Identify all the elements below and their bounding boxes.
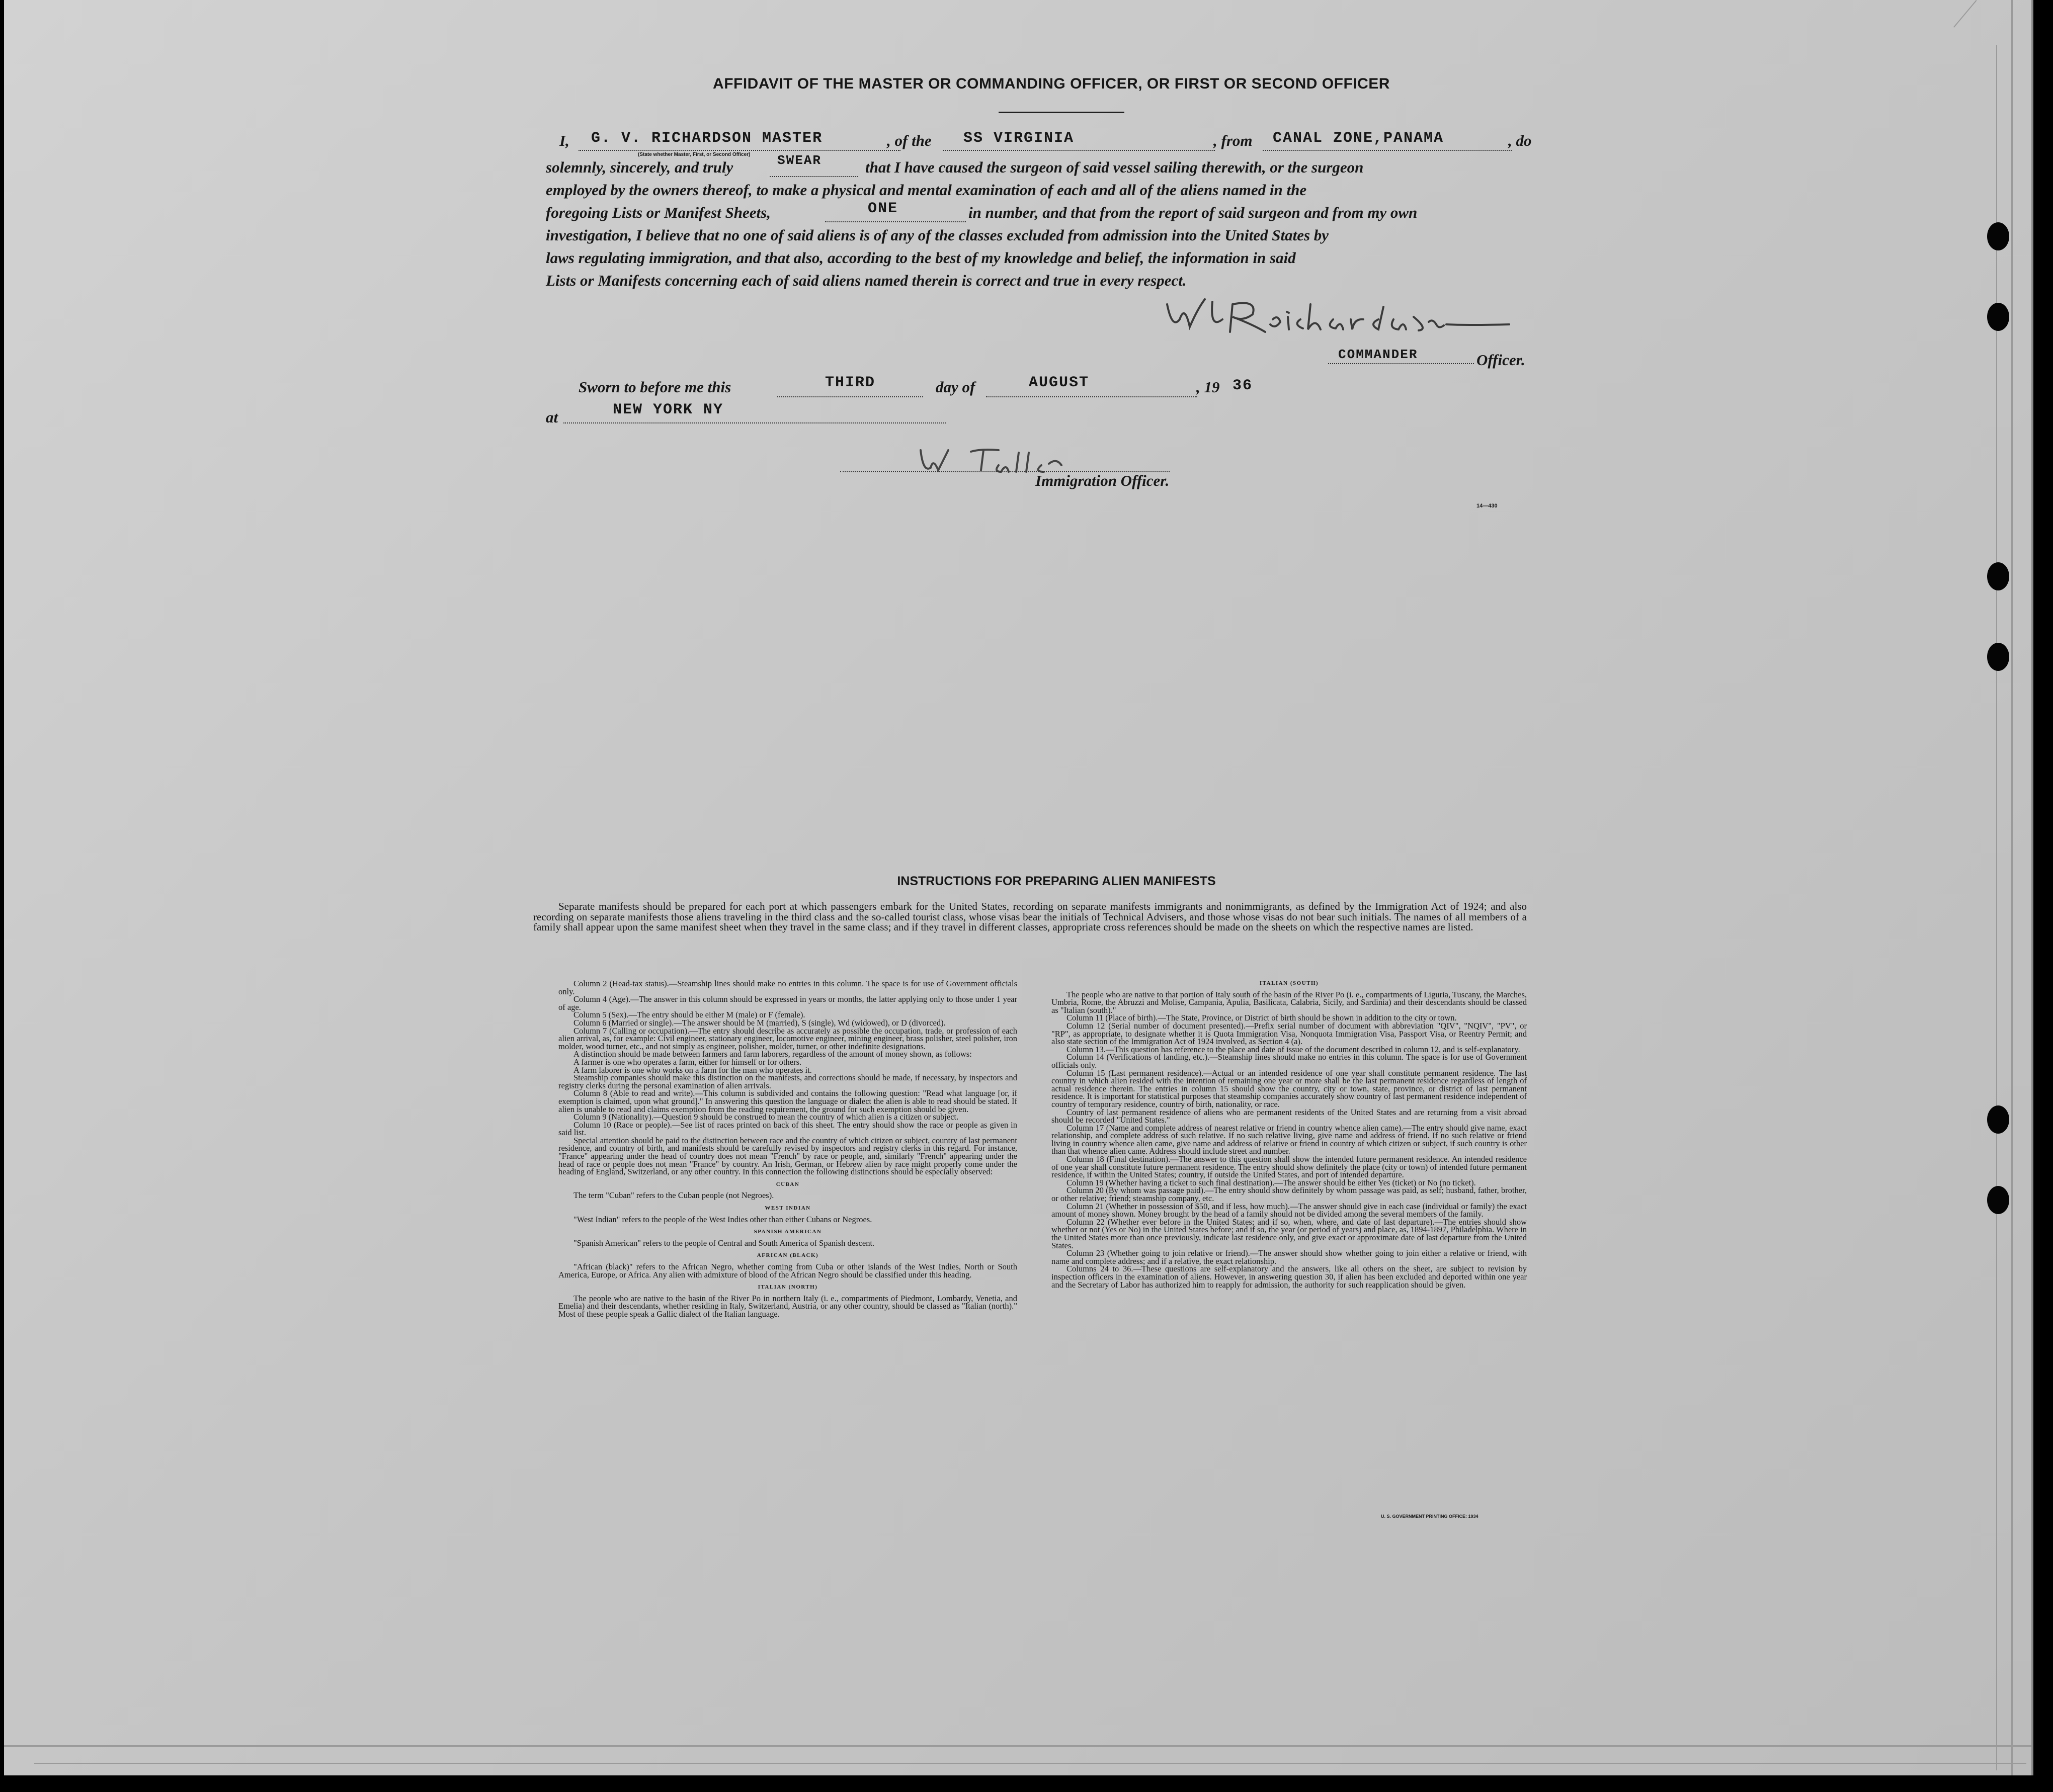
sheet-edge [1953, 0, 1977, 28]
left-paragraph: A farmer is one who operates a farm, either for himself or for others. [573, 1057, 802, 1067]
left-paragraph: Column 6 (Married or single).—The answer should be M (married), S (single), Wd (widowed), or D (divorced). [573, 1017, 946, 1028]
left-paragraph: Column 10 (Race or people).—See list of races printed on back of this sheet. The entry should show the race or people as given in said list. [558, 1120, 1017, 1138]
left-paragraph: Special attention should be paid to the distinction between race and the country of which citizen or subject, country of last permanent residence, and country of birth, and manifests should be carefully revised by inspectors and registry clerks in this regard. For instance, "France" appearing under the head of country does not mean "French" by race or people, and, similarly "French" appearing under the head of race or people does not mean "France" by country. An Irish, German, or Hebrew alien by race might properly come under the heading of England, Switzerland, or any other country. In this connection the following distinctions should be especially observed: [558, 1135, 1017, 1177]
officer-label: Officer. [1476, 351, 1525, 369]
affidavit-line-3: employed by the owners thereof, to make a physical and mental examination of each and all of the aliens named in the [546, 181, 1307, 199]
left-paragraph: Column 8 (Able to read and write).—This column is subdivided and contains the following question: "Read what language [or, if exemption is claimed, upon what ground]." In answering this question the language or dialect the alien is able to read should be stated. If alien is unable to read and claims exemption from the reading requirement, the ground for such exemption should be given. [558, 1088, 1017, 1114]
affidavit-line-2a: solemnly, sincerely, and truly [546, 158, 733, 176]
month-line [986, 396, 1197, 397]
affidavit-line-4a: foregoing Lists or Manifest Sheets, [546, 204, 771, 221]
west-indian-text: "West Indian" refers to the people of the West Indies other than either Cubans or Negroes. [573, 1214, 872, 1224]
right-paragraph: Column 18 (Final destination).—The answer to this question shall show the intended future permanent residence. An intended residence of one year shall constitute future permanent residence. The entry should show definitely the place (city or town) of intended future permanent residence, if within the United States; country, if outside the United States, and port of intended departure. [1051, 1154, 1527, 1180]
right-paragraph: Column 23 (Whether going to join relative or friend).—The answer should show whether going to join either a relative or friend, with name and complete address; and if a relative, the exact relationship. [1051, 1248, 1527, 1266]
do-label: , do [1508, 132, 1532, 149]
month-field: AUGUST [1029, 374, 1090, 391]
master-name-field: G. V. RICHARDSON MASTER [591, 130, 823, 147]
printer-footer: U. S. GOVERNMENT PRINTING OFFICE: 1934 [1381, 1514, 1479, 1519]
west-indian-heading: WEST INDIAN [765, 1205, 811, 1212]
right-paragraph: Column 19 (Whether having a ticket to such final destination).—The answer should be either Yes (ticket) or No (no ticket). [1066, 1177, 1476, 1187]
immigration-officer-label: Immigration Officer. [1035, 472, 1170, 489]
place-field: NEW YORK NY [613, 401, 724, 418]
right-paragraph: The people who are native to that portion of Italy south of the basin of the River Po (i. e., compartments of Liguria, Tuscany, the Marches, Umbria, Rome, the Abruzzi and Molise, Campania, Apulia, Basilicata, Calabria, Sicily, and Sardinia) and their descendants should be classed as "Italian (south)." [1051, 989, 1527, 1015]
master-name-line [579, 150, 900, 151]
spanish-american-text: "Spanish American" refers to the people of Central and South America of Spanish descent. [573, 1238, 875, 1248]
oath-field: SWEAR [777, 153, 822, 168]
sheet-edge [4, 1745, 2031, 1747]
sheet-edge [2011, 0, 2013, 1775]
affidavit-line-5: investigation, I believe that no one of said aliens is of any of the classes excluded from admission into the United States by [546, 226, 1329, 244]
port-line [1263, 150, 1512, 151]
right-paragraph: Column 14 (Verifications of landing, etc.).—Steamship lines should make no entries in this column. The space is for use of Government officials only. [1051, 1052, 1527, 1070]
affidavit-line-6: laws regulating immigration, and that also, according to the best of my knowledge and belief, the information in said [546, 249, 1296, 267]
right-paragraph: Column 13.—This question has reference to the place and date of issue of the document described in column 12, and is self-explanatory. [1066, 1044, 1520, 1054]
right-paragraph: Column 22 (Whether ever before in the United States; and if so, when, where, and date of last departure).—The entries should show whether or not (Yes or No) in the United States before; and if so, the year (or period of years) and place, as, 1894-1897, Philadelphia. Where in the United States more than once previously, indicate last residence only, and give exact or approximate date of last departure from the United States. [1051, 1217, 1527, 1250]
spanish-american-heading: SPANISH AMERICAN [754, 1229, 822, 1235]
left-paragraph: Column 5 (Sex).—The entry should be either M (male) or F (female). [573, 1010, 805, 1020]
punch-hole [1987, 643, 2009, 671]
sheet-count-line [825, 221, 966, 222]
day-line [777, 396, 923, 397]
right-paragraph: Columns 24 to 36.—These questions are self-explanatory and the answers, like all others on the sheet, are subject to revision by inspection officers in the examination of aliens. However, in answering question 30, if alien has been excluded and deported within one year and the Secretary of Labor has authorized him to reapply for admission, the authority for such reapplication should be given. [1051, 1264, 1527, 1290]
sworn-label: Sworn to before me this [579, 378, 731, 396]
cuban-text: The term "Cuban" refers to the Cuban people (not Negroes). [573, 1190, 774, 1201]
instructions-left-column [558, 980, 1017, 1318]
vessel-field: SS VIRGINIA [963, 130, 1075, 147]
left-paragraph: Column 7 (Calling or occupation).—The entry should describe as accurately as possible the occupation, trade, or profession of each alien arrival, as, for example: Civil engineer, stationary engineer, locomotive engineer, mining engineer, brass polisher, steel polisher, iron molder, wood turner, etc., and not simply as engineer, polisher, molder, turner, or other indefinite designations. [558, 1026, 1017, 1051]
african-heading: AFRICAN (BLACK) [757, 1252, 819, 1259]
sheet-edge [34, 1763, 2026, 1764]
officer-rank-field: COMMANDER [1338, 347, 1418, 362]
left-paragraph: Column 2 (Head-tax status).—Steamship lines should make no entries in this column. The space is for use of Government officials only. [558, 979, 1017, 996]
african-text: "African (black)" refers to the African Negro, whether coming from Cuba or other islands of the West Indies, North or South America, Europe, or Africa. Any alien with admixture of blood of the African Negro should be classified under this heading. [558, 1262, 1017, 1279]
year-prefix: , 19 [1196, 378, 1220, 396]
right-paragraph: Country of last permanent residence of aliens who are permanent residents of the United States and are returning from a visit abroad should be recorded "United States." [1051, 1107, 1527, 1125]
i-label: I, [559, 132, 569, 149]
cuban-heading: CUBAN [776, 1181, 800, 1187]
title-rule [999, 112, 1124, 113]
place-line [563, 422, 946, 423]
master-signature [1157, 289, 1519, 345]
left-paragraph: Column 4 (Age).—The answer in this column should be expressed in years or months, the latter applying only to those under 1 year of age. [558, 994, 1017, 1012]
italian-south-heading: ITALIAN (SOUTH) [1259, 980, 1319, 986]
vessel-line [943, 150, 1215, 151]
rank-note: (State whether Master, First, or Second Officer) [638, 152, 751, 157]
italian-north-text: The people who are native to the basin of the River Po in northern Italy (i. e., compartments of Piedmont, Lombardy, Venetia, and Emelia) and their descendants, whether residing in Italy, Switzerland, Austria, or any other country, should be classed as "Italian (north)." Most of these people speak a Gallic dialect of the Italian language. [558, 1293, 1017, 1319]
left-paragraph: A distinction should be made between farmers and farm laborers, regardless of the amount of money shown, as follows: [573, 1049, 972, 1059]
right-paragraph: Column 12 (Serial number of document presented).—Prefix serial number of document with abbreviation "QIV", "NQIV", "PV", or "RP", as appropriate, to designate whether it is Quota Immigration Visa, Nonquota Immigration Visa, Passport Visa, or Reentry Permit; and also state section of the Immigration Act of 1924 involved, as Section 4 (a). [1051, 1020, 1527, 1047]
from-label: , from [1213, 132, 1253, 149]
day-of-label: day of [936, 378, 975, 396]
italian-north-heading: ITALIAN (NORTH) [758, 1284, 818, 1291]
form-number: 14—430 [1476, 503, 1498, 509]
left-paragraph: Steamship companies should make this distinction on the manifests, and corrections should be made, if necessary, by inspectors and registry clerks during the personal examination of alien arrivals. [558, 1073, 1017, 1090]
punch-hole [1987, 222, 2009, 250]
punch-hole [1987, 303, 2009, 331]
right-paragraph: Column 21 (Whether in possession of $50, and if less, how much).—The answer should give in each case (individual or family) the exact amount of money shown. Money brought by the head of a family should not be divided among the several members of the family. [1051, 1201, 1527, 1219]
affidavit-line-7: Lists or Manifests concerning each of said aliens named therein is correct and true in every respect. [546, 272, 1187, 289]
right-paragraph: Column 17 (Name and complete address of nearest relative or friend in country whence alien came).—The entry should give name, exact relationship, and complete address of such relative. If no such relative living, give name and address of friend. If no such relative or friend living in country whence alien came, give name and address of relative or friend in country of which citizen or subject, if such country is other than that whence alien came. Address should include street and number. [1051, 1123, 1527, 1156]
punch-hole [1987, 1186, 2009, 1214]
day-field: THIRD [825, 374, 876, 391]
punch-hole [1987, 1105, 2009, 1134]
of-the-label: , of the [887, 132, 932, 149]
affidavit-line-4b: in number, and that from the report of said surgeon and from my own [968, 204, 1418, 221]
affidavit-line-2b: that I have caused the surgeon of said vessel sailing therewith, or the surgeon [865, 158, 1364, 176]
sheet-count-field: ONE [868, 200, 898, 217]
right-paragraph: Column 11 (Place of birth).—The State, Province, or District of birth should be shown in addition to the city or town. [1066, 1013, 1457, 1023]
at-label: at [546, 408, 558, 426]
instructions-intro: Separate manifests should be prepared for each port at which passengers embark for the United States, recording on separate manifests immigrants and nonimmigrants, as defined by the Immigration Act of 1924; and also recording on separate manifests those aliens traveling in the third class and the so-called tourist class, whose visas bear the initials of Technical Advisers, and those whose visas do not bear such initials. The names of all members of a family shall appear upon the same manifest sheet when they travel in the same class; and if they travel in different classes, appropriate cross references should be made on the sheets on which the respective names are listed. [533, 900, 1527, 933]
affidavit-title: AFFIDAVIT OF THE MASTER OR COMMANDING OFFICER, OR FIRST OR SECOND OFFICER [713, 75, 1390, 92]
instructions-title: INSTRUCTIONS FOR PREPARING ALIEN MANIFESTS [897, 874, 1216, 888]
oath-line [770, 176, 858, 177]
officer-rank-line [1328, 363, 1474, 364]
year-field: 36 [1233, 377, 1253, 394]
right-paragraph: Column 15 (Last permanent residence).—Actual or an intended residence of one year shall constitute permanent residence. The last country in which alien resided with the intention of remaining one year or more shall be the last permanent residence regardless of length of actual residence therein. The entries in column 15 should show the country, city or town, state, province, or district of last permanent residence. It is important for statistical purposes that steamship companies accurately show country of last permanent residence independent of country of temporary residence, country of birth, nationality, or race. [1051, 1068, 1527, 1109]
right-paragraph: Column 20 (By whom was passage paid).—The entry should show definitely by whom passage was paid, as self; husband, father, brother, or other relative; friend; steamship company, etc. [1051, 1185, 1527, 1204]
left-paragraph: A farm laborer is one who works on a farm for the man who operates it. [573, 1065, 812, 1075]
punch-hole [1987, 562, 2009, 590]
left-paragraph: Column 9 (Nationality).—Question 9 should be construed to mean the country of which alien is a citizen or subject. [573, 1112, 959, 1122]
instructions-right-column [1051, 980, 1527, 1289]
port-field: CANAL ZONE,PANAMA [1273, 130, 1444, 147]
